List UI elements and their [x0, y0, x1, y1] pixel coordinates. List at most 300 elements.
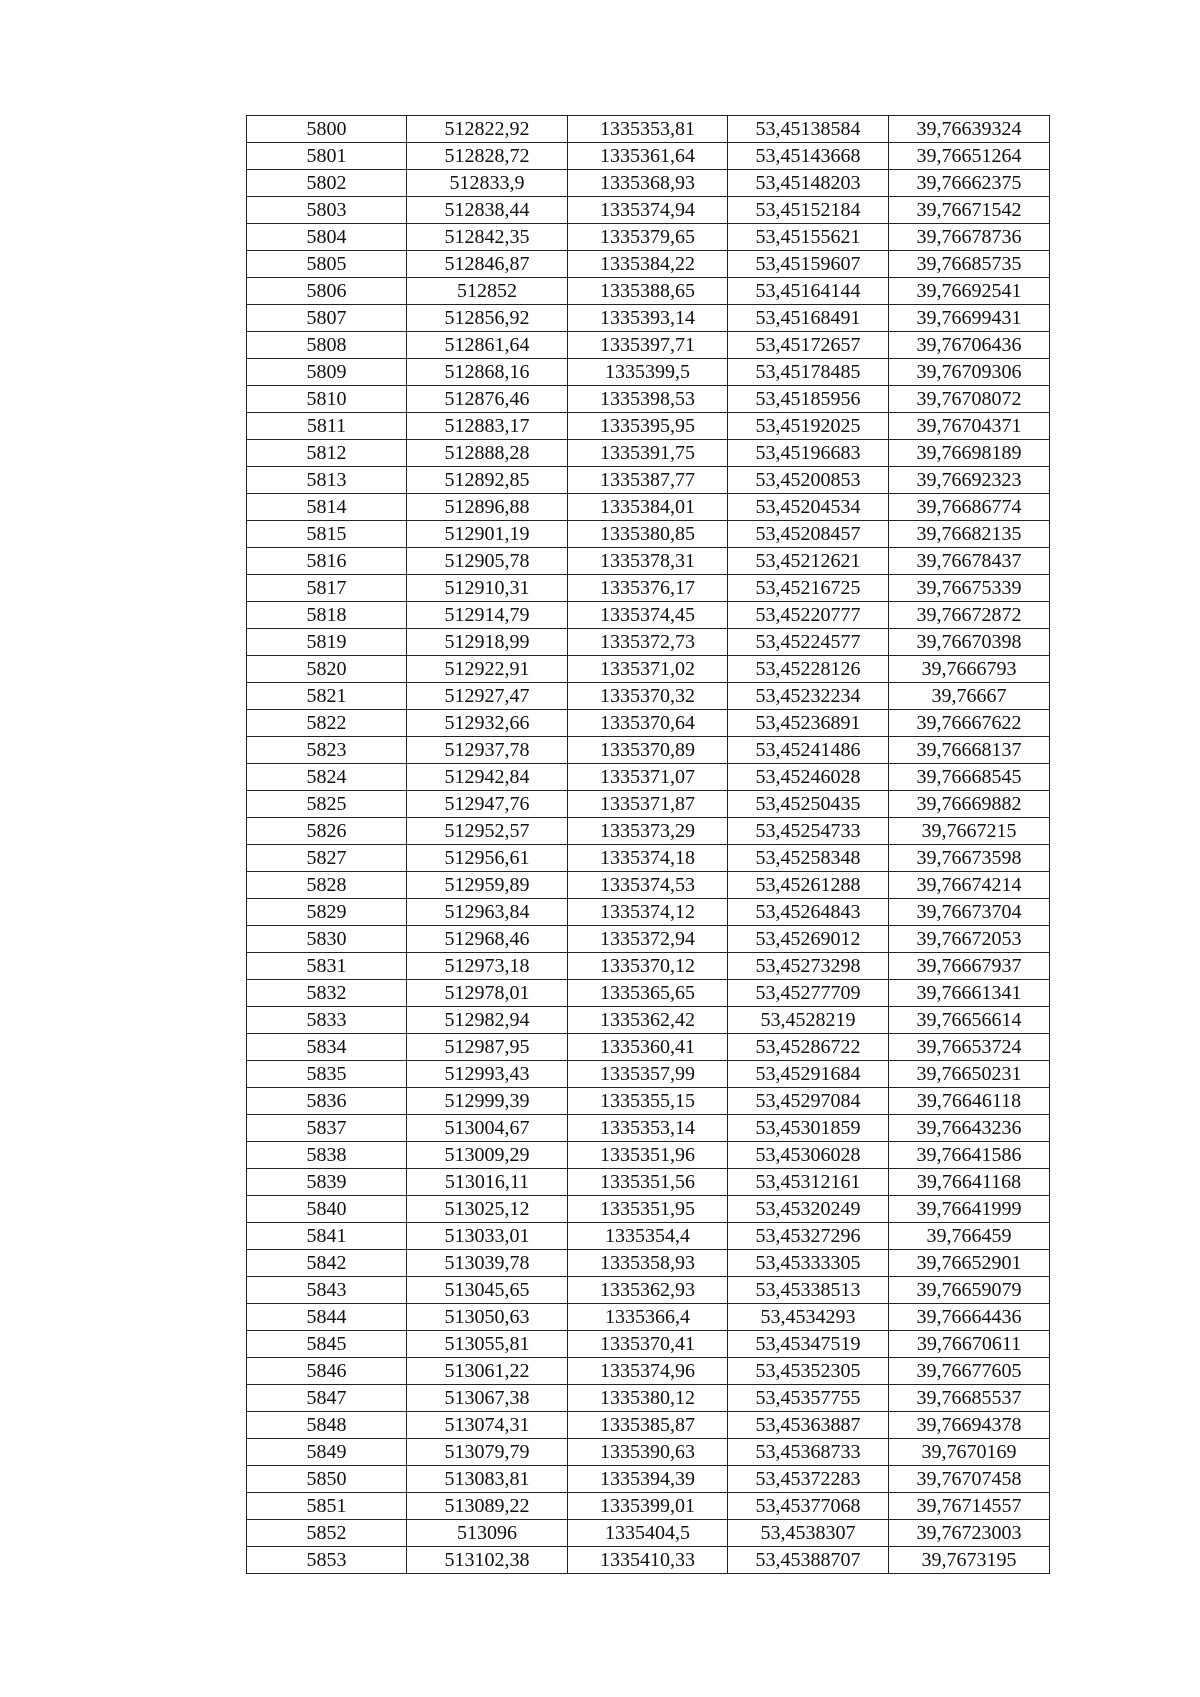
longitude-cell: 39,7666793 — [889, 656, 1050, 683]
table-row — [247, 494, 1050, 521]
y-coordinate-cell: 1335388,65 — [568, 278, 728, 305]
x-coordinate-cell: 512822,92 — [407, 116, 568, 143]
x-coordinate-cell: 512901,19 — [407, 521, 568, 548]
x-coordinate-cell: 513055,81 — [407, 1331, 568, 1358]
point-number-cell: 5803 — [247, 197, 407, 224]
point-number-cell: 5801 — [247, 143, 407, 170]
y-coordinate-cell: 1335351,56 — [568, 1169, 728, 1196]
table-row — [247, 467, 1050, 494]
longitude-cell: 39,76685735 — [889, 251, 1050, 278]
point-number-cell: 5817 — [247, 575, 407, 602]
table-row — [247, 710, 1050, 737]
y-coordinate-cell: 1335374,94 — [568, 197, 728, 224]
longitude-cell: 39,76667622 — [889, 710, 1050, 737]
y-coordinate-cell: 1335376,17 — [568, 575, 728, 602]
longitude-cell: 39,76667 — [889, 683, 1050, 710]
longitude-cell: 39,76650231 — [889, 1061, 1050, 1088]
x-coordinate-cell: 512942,84 — [407, 764, 568, 791]
x-coordinate-cell: 512959,89 — [407, 872, 568, 899]
longitude-cell: 39,76646118 — [889, 1088, 1050, 1115]
table-row — [247, 1223, 1050, 1250]
table-row — [247, 1466, 1050, 1493]
y-coordinate-cell: 1335355,15 — [568, 1088, 728, 1115]
y-coordinate-cell: 1335397,71 — [568, 332, 728, 359]
latitude-cell: 53,45277709 — [728, 980, 889, 1007]
point-number-cell: 5819 — [247, 629, 407, 656]
latitude-cell: 53,45246028 — [728, 764, 889, 791]
x-coordinate-cell: 512978,01 — [407, 980, 568, 1007]
point-number-cell: 5848 — [247, 1412, 407, 1439]
y-coordinate-cell: 1335374,45 — [568, 602, 728, 629]
latitude-cell: 53,45320249 — [728, 1196, 889, 1223]
point-number-cell: 5824 — [247, 764, 407, 791]
x-coordinate-cell: 512956,61 — [407, 845, 568, 872]
longitude-cell: 39,76709306 — [889, 359, 1050, 386]
longitude-cell: 39,76668545 — [889, 764, 1050, 791]
y-coordinate-cell: 1335372,94 — [568, 926, 728, 953]
y-coordinate-cell: 1335374,18 — [568, 845, 728, 872]
longitude-cell: 39,76641586 — [889, 1142, 1050, 1169]
y-coordinate-cell: 1335399,5 — [568, 359, 728, 386]
y-coordinate-cell: 1335374,96 — [568, 1358, 728, 1385]
point-number-cell: 5829 — [247, 899, 407, 926]
y-coordinate-cell: 1335358,93 — [568, 1250, 728, 1277]
longitude-cell: 39,76678736 — [889, 224, 1050, 251]
x-coordinate-cell: 512947,76 — [407, 791, 568, 818]
latitude-cell: 53,45216725 — [728, 575, 889, 602]
x-coordinate-cell: 512963,84 — [407, 899, 568, 926]
table-row — [247, 1169, 1050, 1196]
table-row — [247, 359, 1050, 386]
point-number-cell: 5806 — [247, 278, 407, 305]
point-number-cell: 5843 — [247, 1277, 407, 1304]
x-coordinate-cell: 512888,28 — [407, 440, 568, 467]
point-number-cell: 5838 — [247, 1142, 407, 1169]
latitude-cell: 53,45254733 — [728, 818, 889, 845]
table-row — [247, 791, 1050, 818]
latitude-cell: 53,45368733 — [728, 1439, 889, 1466]
x-coordinate-cell: 513083,81 — [407, 1466, 568, 1493]
point-number-cell: 5813 — [247, 467, 407, 494]
x-coordinate-cell: 512828,72 — [407, 143, 568, 170]
longitude-cell: 39,76673704 — [889, 899, 1050, 926]
table-row — [247, 1493, 1050, 1520]
longitude-cell: 39,7670169 — [889, 1439, 1050, 1466]
point-number-cell: 5816 — [247, 548, 407, 575]
table-row — [247, 764, 1050, 791]
y-coordinate-cell: 1335371,07 — [568, 764, 728, 791]
longitude-cell: 39,76652901 — [889, 1250, 1050, 1277]
y-coordinate-cell: 1335399,01 — [568, 1493, 728, 1520]
point-number-cell: 5810 — [247, 386, 407, 413]
latitude-cell: 53,45196683 — [728, 440, 889, 467]
x-coordinate-cell: 513009,29 — [407, 1142, 568, 1169]
latitude-cell: 53,45159607 — [728, 251, 889, 278]
y-coordinate-cell: 1335373,29 — [568, 818, 728, 845]
longitude-cell: 39,76682135 — [889, 521, 1050, 548]
y-coordinate-cell: 1335365,65 — [568, 980, 728, 1007]
point-number-cell: 5825 — [247, 791, 407, 818]
latitude-cell: 53,45155621 — [728, 224, 889, 251]
y-coordinate-cell: 1335378,31 — [568, 548, 728, 575]
table-row — [247, 1412, 1050, 1439]
point-number-cell: 5836 — [247, 1088, 407, 1115]
y-coordinate-cell: 1335370,41 — [568, 1331, 728, 1358]
point-number-cell: 5834 — [247, 1034, 407, 1061]
point-number-cell: 5827 — [247, 845, 407, 872]
y-coordinate-cell: 1335380,85 — [568, 521, 728, 548]
y-coordinate-cell: 1335387,77 — [568, 467, 728, 494]
point-number-cell: 5828 — [247, 872, 407, 899]
longitude-cell: 39,76685537 — [889, 1385, 1050, 1412]
latitude-cell: 53,45377068 — [728, 1493, 889, 1520]
longitude-cell: 39,76641168 — [889, 1169, 1050, 1196]
point-number-cell: 5853 — [247, 1547, 407, 1574]
point-number-cell: 5802 — [247, 170, 407, 197]
point-number-cell: 5809 — [247, 359, 407, 386]
longitude-cell: 39,76686774 — [889, 494, 1050, 521]
point-number-cell: 5844 — [247, 1304, 407, 1331]
latitude-cell: 53,45228126 — [728, 656, 889, 683]
latitude-cell: 53,45178485 — [728, 359, 889, 386]
table-row — [247, 899, 1050, 926]
table-row — [247, 737, 1050, 764]
y-coordinate-cell: 1335351,95 — [568, 1196, 728, 1223]
table-row — [247, 251, 1050, 278]
y-coordinate-cell: 1335370,12 — [568, 953, 728, 980]
latitude-cell: 53,45164144 — [728, 278, 889, 305]
point-number-cell: 5835 — [247, 1061, 407, 1088]
point-number-cell: 5823 — [247, 737, 407, 764]
table-row — [247, 926, 1050, 953]
latitude-cell: 53,45264843 — [728, 899, 889, 926]
latitude-cell: 53,45212621 — [728, 548, 889, 575]
point-number-cell: 5839 — [247, 1169, 407, 1196]
latitude-cell: 53,45388707 — [728, 1547, 889, 1574]
point-number-cell: 5804 — [247, 224, 407, 251]
point-number-cell: 5822 — [247, 710, 407, 737]
table-row — [247, 1088, 1050, 1115]
longitude-cell: 39,76656614 — [889, 1007, 1050, 1034]
y-coordinate-cell: 1335362,93 — [568, 1277, 728, 1304]
table-row — [247, 278, 1050, 305]
point-number-cell: 5814 — [247, 494, 407, 521]
longitude-cell: 39,76668137 — [889, 737, 1050, 764]
table-row — [247, 1358, 1050, 1385]
x-coordinate-cell: 512838,44 — [407, 197, 568, 224]
latitude-cell: 53,45372283 — [728, 1466, 889, 1493]
table-row — [247, 143, 1050, 170]
latitude-cell: 53,45220777 — [728, 602, 889, 629]
x-coordinate-cell: 512905,78 — [407, 548, 568, 575]
table-row — [247, 1007, 1050, 1034]
latitude-cell: 53,45327296 — [728, 1223, 889, 1250]
latitude-cell: 53,45204534 — [728, 494, 889, 521]
x-coordinate-cell: 512876,46 — [407, 386, 568, 413]
point-number-cell: 5832 — [247, 980, 407, 1007]
point-number-cell: 5826 — [247, 818, 407, 845]
latitude-cell: 53,45297084 — [728, 1088, 889, 1115]
x-coordinate-cell: 513061,22 — [407, 1358, 568, 1385]
longitude-cell: 39,76698189 — [889, 440, 1050, 467]
y-coordinate-cell: 1335395,95 — [568, 413, 728, 440]
x-coordinate-cell: 512846,87 — [407, 251, 568, 278]
latitude-cell: 53,45232234 — [728, 683, 889, 710]
latitude-cell: 53,45241486 — [728, 737, 889, 764]
longitude-cell: 39,76661341 — [889, 980, 1050, 1007]
y-coordinate-cell: 1335384,01 — [568, 494, 728, 521]
x-coordinate-cell: 512993,43 — [407, 1061, 568, 1088]
x-coordinate-cell: 513079,79 — [407, 1439, 568, 1466]
longitude-cell: 39,76670611 — [889, 1331, 1050, 1358]
latitude-cell: 53,45306028 — [728, 1142, 889, 1169]
point-number-cell: 5841 — [247, 1223, 407, 1250]
point-number-cell: 5851 — [247, 1493, 407, 1520]
x-coordinate-cell: 512896,88 — [407, 494, 568, 521]
longitude-cell: 39,76651264 — [889, 143, 1050, 170]
y-coordinate-cell: 1335368,93 — [568, 170, 728, 197]
y-coordinate-cell: 1335398,53 — [568, 386, 728, 413]
table-row — [247, 575, 1050, 602]
x-coordinate-cell: 512910,31 — [407, 575, 568, 602]
y-coordinate-cell: 1335371,87 — [568, 791, 728, 818]
table-row — [247, 1547, 1050, 1574]
point-number-cell: 5847 — [247, 1385, 407, 1412]
longitude-cell: 39,76704371 — [889, 413, 1050, 440]
x-coordinate-cell: 512892,85 — [407, 467, 568, 494]
x-coordinate-cell: 513045,65 — [407, 1277, 568, 1304]
table-row — [247, 1196, 1050, 1223]
longitude-cell: 39,76694378 — [889, 1412, 1050, 1439]
x-coordinate-cell: 513074,31 — [407, 1412, 568, 1439]
y-coordinate-cell: 1335360,41 — [568, 1034, 728, 1061]
latitude-cell: 53,45236891 — [728, 710, 889, 737]
latitude-cell: 53,45200853 — [728, 467, 889, 494]
table-row — [247, 845, 1050, 872]
x-coordinate-cell: 512968,46 — [407, 926, 568, 953]
latitude-cell: 53,45301859 — [728, 1115, 889, 1142]
point-number-cell: 5800 — [247, 116, 407, 143]
table-row — [247, 386, 1050, 413]
latitude-cell: 53,45291684 — [728, 1061, 889, 1088]
longitude-cell: 39,76669882 — [889, 791, 1050, 818]
point-number-cell: 5837 — [247, 1115, 407, 1142]
y-coordinate-cell: 1335370,32 — [568, 683, 728, 710]
x-coordinate-cell: 513102,38 — [407, 1547, 568, 1574]
longitude-cell: 39,76707458 — [889, 1466, 1050, 1493]
x-coordinate-cell: 512842,35 — [407, 224, 568, 251]
table-row — [247, 170, 1050, 197]
table-row — [247, 1142, 1050, 1169]
table-row — [247, 1304, 1050, 1331]
x-coordinate-cell: 512927,47 — [407, 683, 568, 710]
table-row — [247, 332, 1050, 359]
y-coordinate-cell: 1335394,39 — [568, 1466, 728, 1493]
latitude-cell: 53,45152184 — [728, 197, 889, 224]
x-coordinate-cell: 512861,64 — [407, 332, 568, 359]
latitude-cell: 53,45185956 — [728, 386, 889, 413]
longitude-cell: 39,76653724 — [889, 1034, 1050, 1061]
latitude-cell: 53,45347519 — [728, 1331, 889, 1358]
x-coordinate-cell: 512973,18 — [407, 953, 568, 980]
table-row — [247, 1385, 1050, 1412]
y-coordinate-cell: 1335372,73 — [568, 629, 728, 656]
latitude-cell: 53,45208457 — [728, 521, 889, 548]
latitude-cell: 53,45261288 — [728, 872, 889, 899]
table-row — [247, 1439, 1050, 1466]
y-coordinate-cell: 1335354,4 — [568, 1223, 728, 1250]
point-number-cell: 5846 — [247, 1358, 407, 1385]
longitude-cell: 39,76662375 — [889, 170, 1050, 197]
y-coordinate-cell: 1335351,96 — [568, 1142, 728, 1169]
longitude-cell: 39,76641999 — [889, 1196, 1050, 1223]
point-number-cell: 5831 — [247, 953, 407, 980]
table-row — [247, 1520, 1050, 1547]
latitude-cell: 53,45269012 — [728, 926, 889, 953]
y-coordinate-cell: 1335366,4 — [568, 1304, 728, 1331]
y-coordinate-cell: 1335374,12 — [568, 899, 728, 926]
point-number-cell: 5815 — [247, 521, 407, 548]
point-number-cell: 5805 — [247, 251, 407, 278]
x-coordinate-cell: 513004,67 — [407, 1115, 568, 1142]
longitude-cell: 39,766459 — [889, 1223, 1050, 1250]
longitude-cell: 39,76643236 — [889, 1115, 1050, 1142]
latitude-cell: 53,45273298 — [728, 953, 889, 980]
latitude-cell: 53,45224577 — [728, 629, 889, 656]
x-coordinate-cell: 513016,11 — [407, 1169, 568, 1196]
y-coordinate-cell: 1335380,12 — [568, 1385, 728, 1412]
longitude-cell: 39,76673598 — [889, 845, 1050, 872]
longitude-cell: 39,76664436 — [889, 1304, 1050, 1331]
y-coordinate-cell: 1335353,14 — [568, 1115, 728, 1142]
longitude-cell: 39,7667215 — [889, 818, 1050, 845]
y-coordinate-cell: 1335353,81 — [568, 116, 728, 143]
longitude-cell: 39,76699431 — [889, 305, 1050, 332]
latitude-cell: 53,45357755 — [728, 1385, 889, 1412]
x-coordinate-cell: 512868,16 — [407, 359, 568, 386]
longitude-cell: 39,76667937 — [889, 953, 1050, 980]
table-row — [247, 413, 1050, 440]
latitude-cell: 53,4528219 — [728, 1007, 889, 1034]
table-row — [247, 818, 1050, 845]
longitude-cell: 39,76659079 — [889, 1277, 1050, 1304]
latitude-cell: 53,45250435 — [728, 791, 889, 818]
point-number-cell: 5850 — [247, 1466, 407, 1493]
table-row — [247, 116, 1050, 143]
point-number-cell: 5808 — [247, 332, 407, 359]
point-number-cell: 5842 — [247, 1250, 407, 1277]
longitude-cell: 39,76692541 — [889, 278, 1050, 305]
y-coordinate-cell: 1335391,75 — [568, 440, 728, 467]
longitude-cell: 39,76723003 — [889, 1520, 1050, 1547]
table-row — [247, 656, 1050, 683]
y-coordinate-cell: 1335374,53 — [568, 872, 728, 899]
latitude-cell: 53,4538307 — [728, 1520, 889, 1547]
longitude-cell: 39,76639324 — [889, 116, 1050, 143]
latitude-cell: 53,45138584 — [728, 116, 889, 143]
point-number-cell: 5849 — [247, 1439, 407, 1466]
y-coordinate-cell: 1335379,65 — [568, 224, 728, 251]
latitude-cell: 53,45312161 — [728, 1169, 889, 1196]
point-number-cell: 5821 — [247, 683, 407, 710]
y-coordinate-cell: 1335390,63 — [568, 1439, 728, 1466]
longitude-cell: 39,76672872 — [889, 602, 1050, 629]
x-coordinate-cell: 513067,38 — [407, 1385, 568, 1412]
latitude-cell: 53,45333305 — [728, 1250, 889, 1277]
table-row — [247, 1034, 1050, 1061]
latitude-cell: 53,45286722 — [728, 1034, 889, 1061]
latitude-cell: 53,45363887 — [728, 1412, 889, 1439]
point-number-cell: 5818 — [247, 602, 407, 629]
x-coordinate-cell: 513025,12 — [407, 1196, 568, 1223]
x-coordinate-cell: 512932,66 — [407, 710, 568, 737]
y-coordinate-cell: 1335393,14 — [568, 305, 728, 332]
table-row — [247, 980, 1050, 1007]
point-number-cell: 5833 — [247, 1007, 407, 1034]
y-coordinate-cell: 1335362,42 — [568, 1007, 728, 1034]
longitude-cell: 39,76706436 — [889, 332, 1050, 359]
point-number-cell: 5852 — [247, 1520, 407, 1547]
y-coordinate-cell: 1335410,33 — [568, 1547, 728, 1574]
latitude-cell: 53,45192025 — [728, 413, 889, 440]
x-coordinate-cell: 512852 — [407, 278, 568, 305]
coordinates-table-body — [247, 116, 1050, 1574]
table-row — [247, 683, 1050, 710]
x-coordinate-cell: 513050,63 — [407, 1304, 568, 1331]
latitude-cell: 53,45338513 — [728, 1277, 889, 1304]
latitude-cell: 53,45168491 — [728, 305, 889, 332]
x-coordinate-cell: 513033,01 — [407, 1223, 568, 1250]
longitude-cell: 39,76692323 — [889, 467, 1050, 494]
y-coordinate-cell: 1335361,64 — [568, 143, 728, 170]
longitude-cell: 39,76708072 — [889, 386, 1050, 413]
table-row — [247, 1115, 1050, 1142]
x-coordinate-cell: 512922,91 — [407, 656, 568, 683]
longitude-cell: 39,76677605 — [889, 1358, 1050, 1385]
table-row — [247, 1250, 1050, 1277]
table-row — [247, 197, 1050, 224]
x-coordinate-cell: 512952,57 — [407, 818, 568, 845]
point-number-cell: 5840 — [247, 1196, 407, 1223]
x-coordinate-cell: 513039,78 — [407, 1250, 568, 1277]
x-coordinate-cell: 512883,17 — [407, 413, 568, 440]
y-coordinate-cell: 1335370,64 — [568, 710, 728, 737]
table-row — [247, 440, 1050, 467]
y-coordinate-cell: 1335370,89 — [568, 737, 728, 764]
latitude-cell: 53,45258348 — [728, 845, 889, 872]
longitude-cell: 39,76678437 — [889, 548, 1050, 575]
x-coordinate-cell: 512982,94 — [407, 1007, 568, 1034]
y-coordinate-cell: 1335384,22 — [568, 251, 728, 278]
latitude-cell: 53,45148203 — [728, 170, 889, 197]
x-coordinate-cell: 512914,79 — [407, 602, 568, 629]
longitude-cell: 39,76670398 — [889, 629, 1050, 656]
x-coordinate-cell: 513096 — [407, 1520, 568, 1547]
point-number-cell: 5830 — [247, 926, 407, 953]
x-coordinate-cell: 512856,92 — [407, 305, 568, 332]
coordinates-table — [246, 115, 1050, 1574]
point-number-cell: 5820 — [247, 656, 407, 683]
table-row — [247, 521, 1050, 548]
table-row — [247, 872, 1050, 899]
longitude-cell: 39,76672053 — [889, 926, 1050, 953]
table-row — [247, 602, 1050, 629]
x-coordinate-cell: 512918,99 — [407, 629, 568, 656]
table-row — [247, 548, 1050, 575]
point-number-cell: 5807 — [247, 305, 407, 332]
latitude-cell: 53,45143668 — [728, 143, 889, 170]
x-coordinate-cell: 513089,22 — [407, 1493, 568, 1520]
